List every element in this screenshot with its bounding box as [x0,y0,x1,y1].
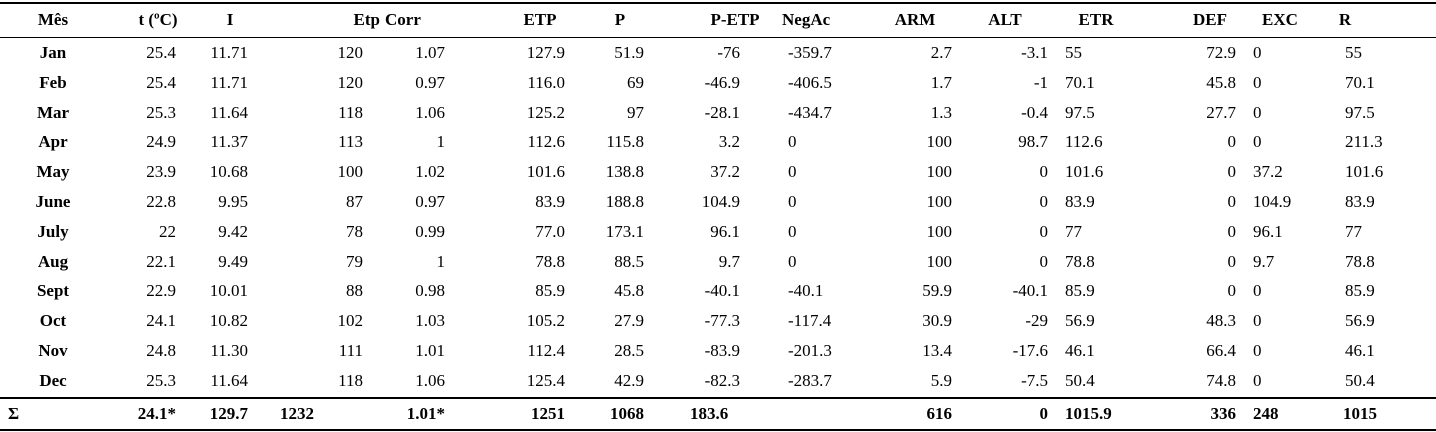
cell-month: Feb [39,72,67,92]
cell-etp-raw: 78 [346,221,363,241]
cell-deficit: 0 [1227,251,1236,271]
cell-deficit: 0 [1227,192,1236,211]
cell-storage: 5.9 [930,370,952,390]
header-excess: EXC [1262,10,1298,29]
total-neg-acc [790,399,850,428]
header-month: Mês [37,10,69,29]
total-heat-index: 129.7 [209,404,248,423]
cell-month: Sept [36,281,70,301]
cell-runoff: 77 [1345,221,1362,241]
cell-storage: 100 [926,162,952,182]
cell-temp: 23.9 [146,162,176,182]
cell-p-etp: -76 [717,43,740,62]
cell-deficit: 0 [1227,281,1236,301]
cell-temp: 22.8 [146,192,176,211]
cell-month: Apr [38,132,68,152]
cell-heat-index: 9.42 [218,221,248,241]
cell-month: Dec [39,370,67,390]
cell-p-etp: -82.3 [704,370,740,390]
cell-runoff: 78.8 [1345,251,1375,271]
cell-correction: 1 [436,251,445,271]
cell-etp: 78.8 [535,251,565,271]
cell-month: Nov [38,341,68,360]
cell-storage: 1.7 [930,72,952,92]
cell-correction: 1.06 [415,102,445,122]
cell-etr: 50.4 [1065,370,1095,390]
cell-neg-acc: -406.5 [788,72,832,92]
cell-precip: 51.9 [614,43,644,62]
cell-deficit: 74.8 [1206,370,1236,390]
total-precip: 1068 [610,404,644,423]
cell-etr: 97.5 [1065,102,1095,122]
header-etp: ETP [523,10,557,29]
cell-heat-index: 11.64 [210,102,248,122]
cell-storage-change: 0 [1039,221,1048,241]
total-p-etp: 183.6 [690,404,729,423]
total-deficit: 336 [1210,404,1236,423]
cell-deficit: 66.4 [1206,341,1236,360]
cell-etr: 78.8 [1065,251,1095,271]
cell-neg-acc: -283.7 [788,370,832,390]
cell-storage: 100 [926,192,952,211]
cell-storage-change: -40.1 [1012,281,1048,301]
cell-excess: 0 [1253,132,1262,152]
cell-temp: 25.4 [146,43,176,62]
cell-storage: 100 [926,132,952,152]
cell-runoff: 85.9 [1345,281,1375,301]
cell-storage-change: 0 [1039,162,1048,182]
cell-temp: 24.8 [146,341,176,360]
cell-p-etp: -40.1 [704,281,740,301]
cell-etr: 85.9 [1065,281,1095,301]
header-deficit: DEF [1193,10,1227,29]
total-etr: 1015.9 [1065,404,1112,423]
cell-etp-raw: 100 [337,162,363,182]
cell-correction: 1.02 [415,162,445,182]
cell-excess: 9.7 [1253,251,1275,271]
cell-precip: 97 [627,102,644,122]
cell-heat-index: 11.71 [210,43,248,62]
cell-neg-acc: 0 [788,221,797,241]
header-temp: t (ºC) [138,10,178,29]
cell-temp: 24.1 [146,311,176,331]
cell-correction: 1.07 [415,43,445,62]
cell-storage-change: -7.5 [1021,370,1048,390]
cell-storage: 30.9 [922,311,952,331]
cell-precip: 138.8 [605,162,644,182]
header-heat-index: I [226,10,234,29]
cell-etp-raw: 79 [346,251,363,271]
cell-correction: 0.97 [415,192,445,211]
cell-precip: 69 [627,72,644,92]
cell-runoff: 56.9 [1345,311,1375,331]
cell-etp-raw: 111 [338,341,363,360]
header-runoff: R [1338,10,1352,29]
cell-storage: 13.4 [922,341,952,360]
cell-etp: 112.6 [527,132,565,152]
cell-storage: 59.9 [922,281,952,301]
cell-precip: 188.8 [605,192,644,211]
total-month: Σ [8,404,20,423]
cell-correction: 1 [436,132,445,152]
table-row [0,306,1436,335]
cell-runoff: 50.4 [1345,370,1375,390]
cell-p-etp: -83.9 [704,341,740,360]
cell-correction: 0.98 [415,281,445,301]
total-etp-raw: 1232 [280,404,314,423]
cell-neg-acc: 0 [788,192,797,211]
table-row [0,187,1436,216]
table-row [0,127,1436,156]
cell-etr: 55 [1065,43,1082,62]
cell-etp-raw: 113 [338,132,363,152]
header-etr: ETR [1078,10,1114,29]
cell-storage-change: -0.4 [1021,102,1048,122]
cell-etp-raw: 102 [337,311,363,331]
header-row [0,5,1436,34]
cell-heat-index: 10.01 [209,281,248,301]
cell-temp: 24.9 [146,132,176,152]
cell-p-etp: 9.7 [718,251,740,271]
cell-runoff: 55 [1345,43,1362,62]
cell-heat-index: 9.49 [218,251,248,271]
cell-deficit: 0 [1227,221,1236,241]
cell-correction: 1.01 [415,341,445,360]
cell-heat-index: 11.64 [210,370,248,390]
table-row [0,217,1436,246]
cell-runoff: 83.9 [1345,192,1375,211]
cell-deficit: 72.9 [1206,43,1236,62]
cell-etp-raw: 120 [337,43,363,62]
cell-precip: 42.9 [614,370,644,390]
cell-etp: 83.9 [535,192,565,211]
cell-month: July [37,221,69,241]
total-storage: 616 [926,404,952,423]
total-excess: 248 [1253,404,1279,423]
cell-temp: 25.3 [146,370,176,390]
cell-runoff: 97.5 [1345,102,1375,122]
header-precip: P [614,10,626,29]
table-row [0,38,1436,67]
cell-temp: 25.4 [146,72,176,92]
cell-neg-acc: -359.7 [788,43,832,62]
cell-storage-change: 0 [1039,251,1048,271]
cell-etp: 116.0 [527,72,565,92]
table-row [0,247,1436,276]
cell-etp-raw: 118 [338,102,363,122]
cell-excess: 0 [1253,72,1262,92]
cell-etr: 101.6 [1065,162,1104,182]
cell-correction: 0.97 [415,72,445,92]
cell-etr: 77 [1065,221,1082,241]
bottom-rule [0,429,1436,431]
cell-precip: 88.5 [614,251,644,271]
table-row [0,276,1436,305]
cell-neg-acc: -40.1 [788,281,824,301]
total-storage-change: 0 [1039,404,1048,423]
cell-p-etp: -28.1 [704,102,740,122]
cell-etp: 77.0 [535,221,565,241]
header-etp-raw: Etp [353,10,380,29]
cell-etr: 56.9 [1065,311,1095,331]
cell-p-etp: 104.9 [701,192,740,211]
cell-etp-raw: 120 [337,72,363,92]
cell-runoff: 101.6 [1345,162,1384,182]
cell-excess: 96.1 [1253,221,1283,241]
cell-excess: 0 [1253,102,1262,122]
cell-heat-index: 11.71 [210,72,248,92]
cell-temp: 22.9 [146,281,176,301]
cell-precip: 115.8 [606,132,644,152]
cell-month: June [35,192,71,211]
cell-heat-index: 11.30 [210,341,248,360]
cell-month: Oct [39,311,67,331]
cell-month: Aug [37,251,69,271]
cell-p-etp: -46.9 [704,72,740,92]
cell-etp: 85.9 [535,281,565,301]
header-neg-acc: NegAc [782,10,831,29]
cell-p-etp: 96.1 [710,221,740,241]
total-correction: 1.01* [406,404,445,423]
cell-etp-raw: 88 [346,281,363,301]
cell-correction: 1.03 [415,311,445,331]
cell-neg-acc: 0 [788,132,797,152]
header-correction: Corr [385,10,421,29]
cell-storage: 100 [926,221,952,241]
total-temp: 24.1* [137,404,176,423]
cell-storage: 1.3 [930,102,952,122]
cell-precip: 28.5 [614,341,644,360]
table-row [0,157,1436,186]
cell-deficit: 48.3 [1206,311,1236,331]
cell-temp: 22.1 [146,251,176,271]
cell-excess: 0 [1253,281,1262,301]
total-runoff: 1015 [1343,404,1377,423]
cell-precip: 45.8 [614,281,644,301]
cell-month: May [36,162,70,182]
cell-etr: 112.6 [1065,132,1103,152]
table-row [0,98,1436,127]
cell-heat-index: 10.68 [209,162,248,182]
cell-runoff: 70.1 [1345,72,1375,92]
cell-storage: 2.7 [930,43,952,62]
cell-temp: 25.3 [146,102,176,122]
cell-etp: 127.9 [526,43,565,62]
cell-storage-change: 98.7 [1018,132,1048,152]
cell-etp: 125.4 [526,370,565,390]
cell-storage-change: -1 [1033,72,1048,92]
cell-storage-change: -17.6 [1012,341,1048,360]
footer-row [0,399,1436,428]
cell-neg-acc: -117.4 [788,311,832,331]
header-p-etp: P-ETP [710,10,760,29]
cell-neg-acc: -434.7 [788,102,832,122]
cell-precip: 27.9 [614,311,644,331]
cell-precip: 173.1 [605,221,644,241]
cell-etp-raw: 118 [338,370,363,390]
cell-runoff: 46.1 [1345,341,1375,360]
cell-etp-raw: 87 [346,192,363,211]
cell-deficit: 0 [1227,162,1236,182]
cell-storage-change: -29 [1025,311,1048,331]
cell-excess: 0 [1253,341,1262,360]
total-etp: 1251 [531,404,565,423]
cell-month: Jan [39,43,67,62]
cell-neg-acc: 0 [788,251,797,271]
table-row [0,68,1436,97]
header-storage: ARM [894,10,936,29]
cell-excess: 0 [1253,311,1262,331]
cell-etp: 112.4 [527,341,565,360]
cell-storage-change: -3.1 [1021,43,1048,62]
cell-excess: 37.2 [1253,162,1283,182]
header-storage-change: ALT [988,10,1022,29]
cell-etr: 46.1 [1065,341,1095,360]
cell-etr: 70.1 [1065,72,1095,92]
cell-etp: 125.2 [526,102,565,122]
table-row [0,366,1436,395]
cell-excess: 0 [1253,43,1262,62]
cell-storage: 100 [926,251,952,271]
cell-correction: 0.99 [415,221,445,241]
cell-excess: 104.9 [1253,192,1292,211]
cell-p-etp: -77.3 [704,311,740,331]
cell-heat-index: 11.37 [210,132,248,152]
cell-runoff: 211.3 [1345,132,1383,152]
cell-heat-index: 10.82 [209,311,248,331]
cell-deficit: 45.8 [1206,72,1236,92]
cell-deficit: 0 [1227,132,1236,152]
cell-etp: 101.6 [526,162,565,182]
cell-excess: 0 [1253,370,1262,390]
cell-correction: 1.06 [415,370,445,390]
cell-temp: 22 [159,221,176,241]
cell-neg-acc: -201.3 [788,341,832,360]
cell-heat-index: 9.95 [218,192,248,211]
cell-etr: 83.9 [1065,192,1095,211]
cell-deficit: 27.7 [1206,102,1236,122]
cell-neg-acc: 0 [788,162,797,182]
cell-storage-change: 0 [1039,192,1048,211]
table-row [0,336,1436,365]
cell-month: Mar [36,102,70,122]
cell-p-etp: 3.2 [718,132,740,152]
cell-etp: 105.2 [526,311,565,331]
cell-p-etp: 37.2 [710,162,740,182]
top-rule [0,2,1436,4]
